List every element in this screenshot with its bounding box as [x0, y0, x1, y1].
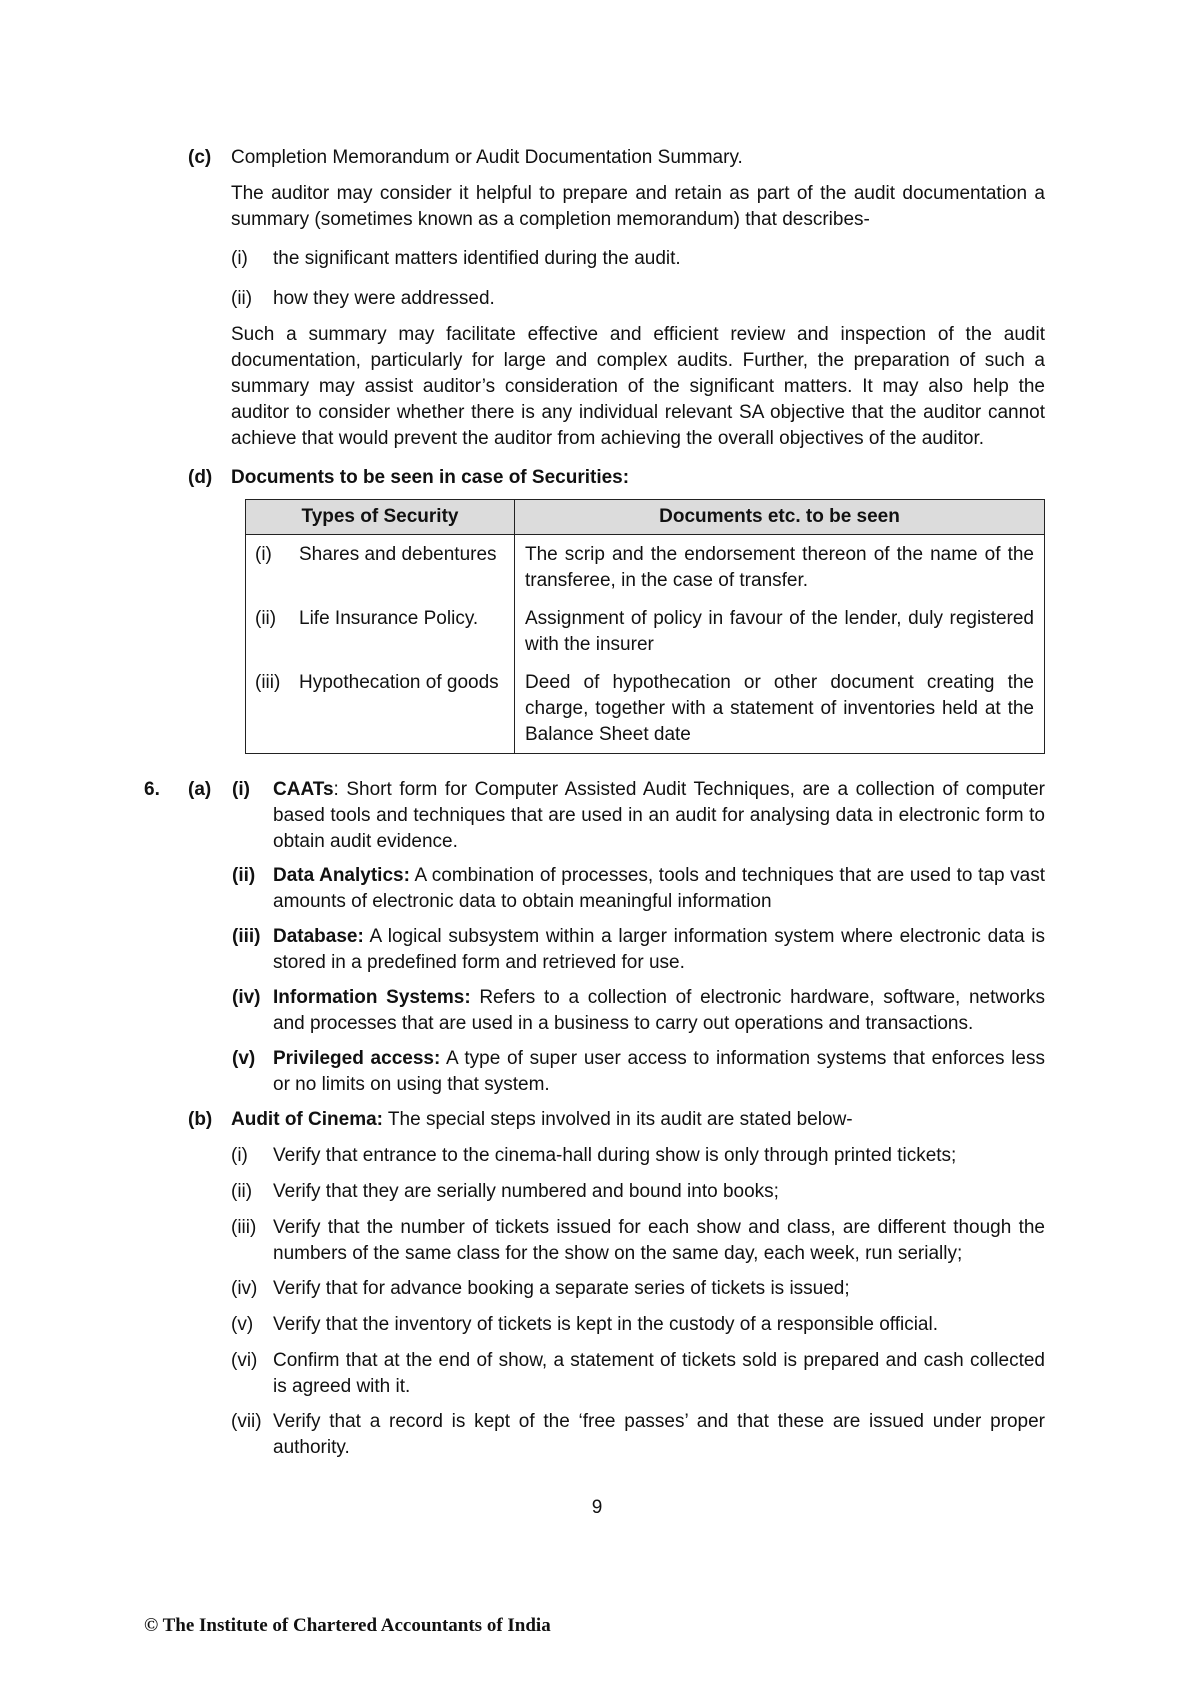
part-b-item-num: (v)	[231, 1314, 254, 1335]
part-b-item-text: Verify that the inventory of tickets is kept in the custody of a responsible official.	[273, 1314, 938, 1335]
section-c-closing: Such a summary may facilitate effective and efficient review and inspection of the audit documentation, particularly for large and complex audits. Further, the preparation of such a summary may assist auditor’s consideration of the significant matters. It may also help the auditor to consider whether there is any individual relevant SA objective that the auditor cannot achieve that would prevent the auditor from achieving the overall objectives of the auditor.	[231, 324, 1045, 449]
part-b-item-num: (ii)	[231, 1181, 253, 1202]
section-c-item-text: the significant matters identified during the audit.	[273, 248, 681, 269]
part-a-item-num: (iv)	[232, 987, 261, 1008]
part-b-item-num: (i)	[231, 1145, 248, 1166]
copyright-footer: © The Institute of Chartered Accountants of India	[144, 1615, 551, 1636]
part-b-label: (b)	[188, 1109, 213, 1130]
security-type: Shares and debentures	[299, 544, 497, 565]
table-cell-type	[246, 535, 515, 600]
documents-text: Deed of hypothecation or other document creating the charge, together with a statement of inventories held at the Balance Sheet date	[525, 672, 1034, 745]
part-b-item-num: (iii)	[231, 1217, 257, 1238]
part-a-item-num: (v)	[232, 1048, 256, 1069]
documents-text: Assignment of policy in favour of the lender, duly registered with the insurer	[525, 608, 1034, 655]
part-a-item	[273, 777, 1045, 855]
part-a-item-num: (iii)	[232, 926, 261, 947]
item-term: Information Systems:	[273, 987, 471, 1008]
item-term: CAATs	[273, 779, 334, 800]
part-b-heading	[231, 1107, 1045, 1133]
table-cell-docs	[515, 599, 1045, 663]
part-b-item-text: Verify that for advance booking a separate series of tickets is issued;	[273, 1278, 850, 1299]
item-term: Database:	[273, 926, 364, 947]
table-cell-docs	[515, 535, 1045, 600]
item-term: Privileged access:	[273, 1048, 441, 1069]
row-number: (i)	[255, 544, 272, 565]
item-text: Refers to a collection of electronic hardware, software, networks and processes that are used in a business to carry out operations and transactions.	[273, 987, 1046, 1034]
item-text: A combination of processes, tools and techniques that are used to tap vast amounts of electronic data to obtain meaningful information	[273, 865, 1046, 912]
section-d-label: (d)	[188, 467, 213, 488]
part-b-item-text: Confirm that at the end of show, a statement of tickets sold is prepared and cash collected is agreed with it.	[273, 1350, 1045, 1397]
part-b-item-num: (vi)	[231, 1350, 258, 1371]
part-a-label: (a)	[188, 779, 212, 800]
part-a-item	[273, 985, 1045, 1037]
item-text: Short form for Computer Assisted Audit Techniques, are a collection of computer based tools and techniques that are used in an audit for analysing data in electronic form to obtain audit evidence.	[273, 779, 1045, 852]
page-number: 9	[591, 1497, 603, 1518]
part-b-item-text: Verify that they are serially numbered and bound into books;	[273, 1181, 779, 1202]
security-type: Hypothecation of goods	[299, 672, 499, 693]
part-a-item	[273, 863, 1045, 915]
section-c-item-num: (i)	[231, 248, 248, 269]
row-number: (ii)	[255, 608, 277, 629]
table-cell-type	[246, 599, 515, 663]
item-text: A logical subsystem within a larger information system where electronic data is stored in a predefined form and retrieved for use.	[273, 926, 1045, 973]
section-d-heading: Documents to be seen in case of Securities:	[231, 467, 630, 488]
part-a-item-num: (i)	[232, 779, 250, 800]
table-header-row	[246, 500, 1045, 535]
part-b-intro: The special steps involved in its audit are stated below-	[383, 1109, 853, 1130]
table-row	[246, 599, 1045, 663]
section-c-intro: The auditor may consider it helpful to prepare and retain as part of the audit documentation a summary (sometimes known as a completion memorandum) that describes-	[231, 183, 1045, 230]
section-c-heading: Completion Memorandum or Audit Documentation Summary.	[231, 147, 743, 168]
section-c-label: (c)	[188, 147, 212, 168]
item-term: Data Analytics:	[273, 865, 410, 886]
part-b-item-num: (vii)	[231, 1411, 262, 1432]
part-a-item	[273, 1046, 1045, 1098]
item-separator: :	[333, 779, 339, 800]
part-b-item-text: Verify that the number of tickets issued for each show and class, are different though the numbers of the same class for the show on the same day, each week, run serially;	[273, 1217, 1045, 1264]
security-type: Life Insurance Policy.	[299, 608, 479, 629]
securities-table	[245, 499, 1045, 754]
column-header-type: Types of Security	[246, 500, 515, 535]
table-row	[246, 535, 1045, 600]
table-cell-docs	[515, 663, 1045, 754]
column-header-docs: Documents etc. to be seen	[515, 500, 1045, 535]
section-c-item-num: (ii)	[231, 288, 253, 309]
part-a-item	[273, 924, 1045, 976]
section-c-item-text: how they were addressed.	[273, 288, 495, 309]
question-number: 6.	[144, 779, 160, 800]
part-b-term: Audit of Cinema:	[231, 1109, 383, 1130]
part-b-item-text: Verify that a record is kept of the ‘free passes’ and that these are issued under proper authority.	[273, 1411, 1045, 1458]
part-a-item-num: (ii)	[232, 865, 256, 886]
part-b-item-text: Verify that entrance to the cinema-hall during show is only through printed tickets;	[273, 1145, 957, 1166]
part-b-item-num: (iv)	[231, 1278, 258, 1299]
documents-text: The scrip and the endorsement thereon of the name of the transferee, in the case of transfer.	[525, 544, 1034, 591]
row-number: (iii)	[255, 672, 281, 693]
table-cell-type	[246, 663, 515, 754]
item-text: A type of super user access to information systems that enforces less or no limits on using that system.	[273, 1048, 1045, 1095]
table-row	[246, 663, 1045, 754]
